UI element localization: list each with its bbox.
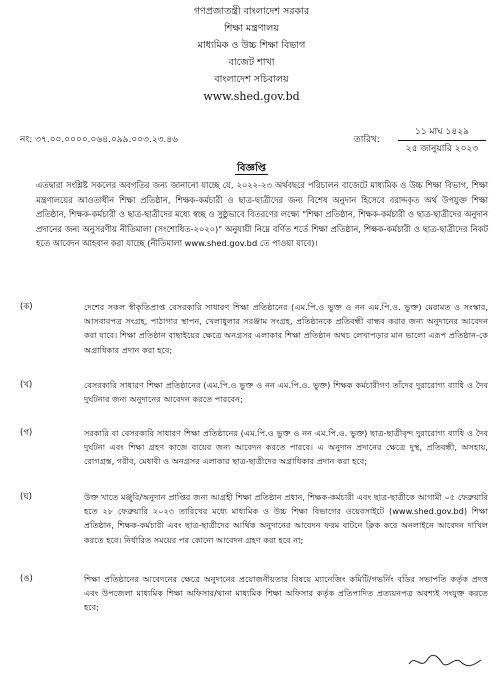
item-label: (ঘ) <box>20 492 32 502</box>
item-text: বেসরকারি সাধারণ শিক্ষা প্রতিষ্ঠানের (এম.পি.ও ভুক্ত ও নন এম.পি.ও. ভুক্ত) শিক্ষক কর্মচারীগণ তাঁদের দুরারোগ্য ব্যাধি ও দৈব দুর্ঘটনার জন্য অনুদানের আবেদন করতে পারবেন; <box>84 380 488 405</box>
date-english: ২৫ জানুয়ারি ২০২৩ <box>405 144 479 154</box>
signature-mark <box>405 648 485 672</box>
item-text: উক্ত খাতে মঞ্জুরি/অনুদান প্রাপ্তির জন্য আগ্রহী শিক্ষা প্রতিষ্ঠান প্রধান, শিক্ষক-কর্মচারী এবং ছাত্র-ছাত্রীকে আগামী ০৫ ফেব্রুয়ারি হতে ২৮ ফেব্রুয়ারি ২০২৩ তারিখের মধ্যে মাধ্যমিক ও উচ্চ শিক্ষা বিভাগের ওয়েবসাইটে (www.shed.gov.bd) শিক্ষা প্রতিষ্ঠান, শিক্ষক-কর্মচারী এবং ছাত্র-ছাত্রীদের আর্থিক অনুদানের আবেদন ফরম বাটনে ক্লিক করে অনলাইনে আবেদন দাখিল করতে হবে। নির্ধারিত সময়ের পর কোনো আবেদন গ্রহণ করা হবে না; <box>84 492 488 545</box>
item-label: (ক) <box>20 302 33 312</box>
item-label: (খ) <box>20 380 33 390</box>
item-text: সরকারি বা বেসরকারি সাধারণ শিক্ষা প্রতিষ্ঠানের (এম.পি.ও ভুক্ত ও নন এম.পি.ও. ভুক্ত) ছাত্র-ছাত্রীবৃন্দ দুরারোগ্য ব্যাধি ও দৈব দুর্ঘটনা এবং শিক্ষা গ্রহণ কাজে ব্যয়ের জন্য আবেদন করতে পারবে। এ অনুদান প্রদানের ক্ষেত্রে দুস্থ, প্রতিবন্ধী, অসহায়, রোগগ্রস্ত, গরীব, মেধাবী ও অনগ্রসর এলাকার ছাত্র-ছাত্রীদের অগ্রাধিকার প্রদান করা হবে; <box>84 428 488 467</box>
intro-paragraph: এতদ্বারা সংশ্লিষ্ট সকলের অবগতির জন্য জানানো যাচ্ছে যে, ২০২২-২৩ অর্থবছরে পরিচালন বাজেটে মাধ্যমিক ও উচ্চ শিক্ষা বিভাগ, শিক্ষা মন্ত্রণালয়ের আওতাধীন শিক্ষা প্রতিষ্ঠান, শিক্ষক-কর্মচারী ও ছাত্র-ছাত্রীদের জন্য বিশেষ অনুদান হিসেবে বরাদ্দকৃত অর্থ উপযুক্ত শিক্ষা প্রতিষ্ঠান, শিক্ষক-কর্মচারী ও ছাত্র-ছাত্রীদের মধ্যে স্বচ্ছ ও সুষ্ঠুভাবে বিতরণের লক্ষ্যে "শিক্ষা প্রতিষ্ঠান, শিক্ষক-কর্মচারী ও ছাত্র-ছাত্রীদের অনুদান প্রদানের জন্য অনুসরণীয় নীতিমালা (সংশোধিত-২০২০)" অনুযায়ী নিম্নে বর্ণিত শর্তে শিক্ষা প্রতিষ্ঠান, শিক্ষক-কর্মচারী ও ছাত্র-ছাত্রীদের নিকট হতে আবেদন আহবান করা যাচ্ছে (নীতিমালা www.shed.gov.bd তে পাওয়া যাবে)। <box>36 180 488 248</box>
header-ministry: শিক্ষা মন্ত্রণালয় <box>224 23 279 34</box>
memo-date <box>398 126 486 155</box>
header-secretariat: বাংলাদেশ সচিবালয় <box>214 74 289 85</box>
item-text: শিক্ষা প্রতিষ্ঠানের আবেদনের ক্ষেত্রে অনুদানের প্রয়োজনীয়তার বিষয়ে ম্যানেজিং কমিটি/গভর্নিং বডির সভাপতি কর্তৃক প্রদত্ত এবং উপজেলা মাধ্যমিক শিক্ষা অফিসার/থানা মাধ্যমিক শিক্ষা অফিসার কর্তৃক প্রতিপাদিত প্রত্যয়নপত্র অবশ্যই সংযুক্ত করতে হবে; <box>84 574 488 613</box>
header-website[interactable]: www.shed.gov.bd <box>203 90 300 103</box>
header-section: বাজেট শাখা <box>228 57 275 68</box>
item-label: (গ) <box>20 428 33 438</box>
header-government: গণপ্রজাতন্ত্রী বাংলাদেশ সরকার <box>193 6 310 17</box>
date-label: তারিখ: <box>354 135 380 145</box>
notice-title: বিজ্ঞপ্তি <box>236 163 267 174</box>
date-divider <box>398 140 486 141</box>
header-division: মাধ্যমিক ও উচ্চ শিক্ষা বিভাগ <box>197 40 306 51</box>
memo-number: নং: ৩৭.০০.০০০০.০৬৪.০৯৯.০০৩.২৩.৪৬ <box>20 135 179 145</box>
item-label: (ঙ) <box>20 574 33 584</box>
item-text: দেশের সকল স্বীকৃতিপ্রাপ্ত বেসরকারি সাধারণ শিক্ষা প্রতিষ্ঠানের (এম.পি.ও ভুক্ত ও নন এম.পি.ও. ভুক্ত) মেরামত ও সংস্কার, আসবাবপত্র সংগ্রহ, পাঠাগার স্থাপন, খেলাধুলার সরঞ্জাম সংগ্রহ, প্রতিষ্ঠানকে প্রতিবন্ধী বান্ধব করার জন্য অনুদানের আবেদন করা যাবে। শিক্ষা প্রতিষ্ঠান বাছাইয়ের ক্ষেত্রে অনগ্রসর এলাকার শিক্ষা প্রতিষ্ঠান অথচ লেখাপড়ার মান ভালো এরূপ প্রতিষ্ঠান-কে অগ্রাধিকার প্রদান করা হবে; <box>84 302 488 355</box>
date-bangla: ১১ মাঘ ১৪২৯ <box>415 127 469 137</box>
